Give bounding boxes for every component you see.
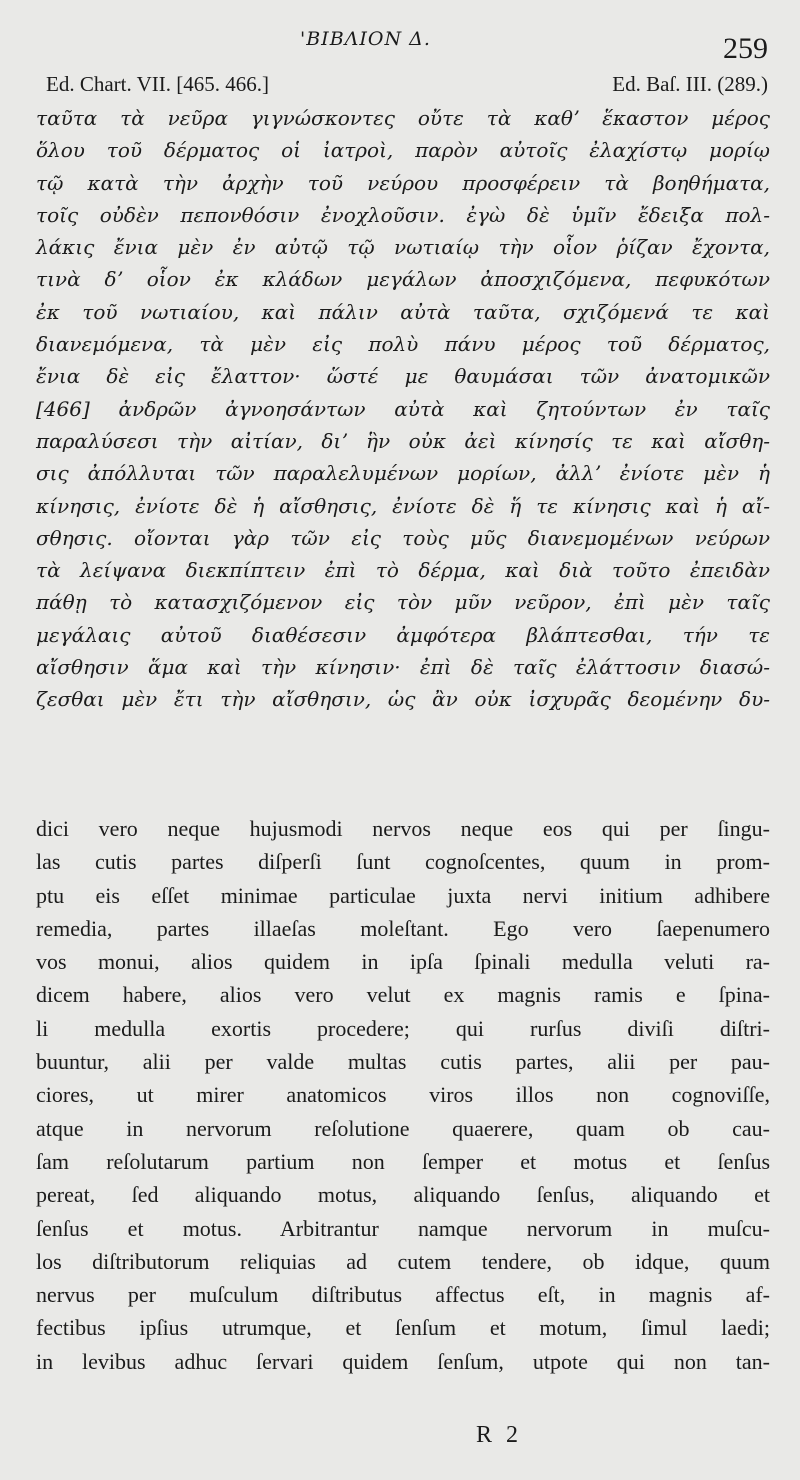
latin-line: ptu eis eſſet minimae particulae juxta nervi initium adhibere bbox=[36, 882, 770, 908]
greek-line: σις ἀπόλλυται τῶν παραλελυμένων μορίων, ἀλλʼ ἐνίοτε μὲν ἡ bbox=[36, 461, 770, 486]
greek-line: μεγάλαις αὐτοῦ διαθέσεσιν ἀμφότερα βλάπτεσθαι, τήν τε bbox=[36, 622, 770, 647]
latin-line: ſam reſolutarum partium non ſemper et motus et ſenſus bbox=[36, 1148, 770, 1174]
printer-signature-mark: R 2 bbox=[476, 1422, 523, 1448]
greek-line: λάκις ἔνια μὲν ἐν αὐτῷ τῷ νωτιαίῳ τὴν οἷον ῥίζαν ἔχοντα, bbox=[36, 235, 770, 260]
edition-reference-line bbox=[46, 72, 768, 102]
greek-line: [466] ἀνδρῶν ἀγνοησάντων αὐτὰ καὶ ζητούντων ἐν ταῖς bbox=[36, 396, 770, 421]
greek-line: διανεμόμενα, τὰ μὲν εἰς πολὺ πάνυ μέρος τοῦ δέρματος, bbox=[36, 332, 770, 357]
greek-line: σθησις. οἴονται γὰρ τῶν εἰς τοὺς μῦς διανεμομένων νεύρων bbox=[36, 525, 770, 550]
greek-line: ἔνια δὲ εἰς ἔλαττον· ὥστέ με θαυμάσαι τῶν ἀνατομικῶν bbox=[36, 364, 770, 389]
greek-line: παραλύσεσι τὴν αἰτίαν, διʼ ἣν οὐκ ἀεὶ κίνησίς τε καὶ αἴσθη- bbox=[36, 428, 770, 453]
greek-line: τὰ λείψανα διεκπίπτειν ἐπὶ τὸ δέρμα, καὶ διὰ τοῦτο ἐπειδὰν bbox=[36, 558, 770, 583]
latin-line: las cutis partes diſperſi ſunt cognoſcentes, quum in prom- bbox=[36, 849, 770, 875]
edition-chart-reference: Ed. Chart. VII. [465. 466.] bbox=[46, 72, 269, 96]
latin-line: li medulla exortis procedere; qui rurſus diviſi diſtri- bbox=[36, 1015, 770, 1041]
latin-text-block bbox=[36, 812, 770, 1378]
latin-line: los diſtributorum reliquias ad cutem tendere, ob idque, quum bbox=[36, 1248, 770, 1274]
latin-line: nervus per muſculum diſtributus affectus eſt, in magnis af- bbox=[36, 1282, 770, 1308]
latin-line: dici vero neque hujusmodi nervos neque eos qui per ſingu- bbox=[36, 816, 770, 841]
latin-line: pereat, ſed aliquando motus, aliquando ſenſus, aliquando et bbox=[36, 1182, 770, 1208]
greek-text-block bbox=[36, 102, 770, 716]
latin-line: in levibus adhuc ſervari quidem ſenſum, utpote qui non tan- bbox=[36, 1348, 770, 1374]
running-head bbox=[0, 18, 800, 78]
edition-basel-reference: Ed. Baſ. III. (289.) bbox=[612, 72, 768, 96]
greek-line: ζεσθαι μὲν ἔτι τὴν αἴσθησιν, ὡς ἂν οὐκ ἰσχυρᾶς δεομένην δυ- bbox=[36, 687, 770, 712]
greek-line: πάθῃ τὸ κατασχιζόμενον εἰς τὸν μῦν νεῦρον, ἐπὶ μὲν ταῖς bbox=[36, 590, 770, 615]
greek-line: τῷ κατὰ τὴν ἀρχὴν τοῦ νεύρου προσφέρειν τὰ βοηθήματα, bbox=[36, 170, 770, 195]
greek-line: ταῦτα τὰ νεῦρα γιγνώσκοντες οὔτε τὰ καθʼ ἕκαστον μέρος bbox=[36, 106, 770, 130]
greek-line: τινὰ δʼ οἷον ἐκ κλάδων μεγάλων ἀποσχιζόμενα, πεφυκότων bbox=[36, 267, 770, 292]
latin-line: atque in nervorum reſolutione quaerere, quam ob cau- bbox=[36, 1115, 770, 1141]
latin-line: ciores, ut mirer anatomicos viros illos non cognoviſſe, bbox=[36, 1082, 770, 1108]
greek-line: αἴσθησιν ἅμα καὶ τὴν κίνησιν· ἐπὶ δὲ ταῖς ἐλάττοσιν διασώ- bbox=[36, 655, 770, 680]
running-title: 'ΒΙΒΛΙΟΝ Δ. bbox=[300, 28, 431, 50]
greek-line: ὅλου τοῦ δέρματος οἱ ἰατροὶ, παρὸν αὐτοῖς ἐλαχίστῳ μορίῳ bbox=[36, 138, 770, 163]
greek-line: ἐκ τοῦ νωτιαίου, καὶ πάλιν αὐτὰ ταῦτα, σχιζόμενά τε καὶ bbox=[36, 299, 770, 324]
latin-line: buuntur, alii per valde multas cutis partes, alii per pau- bbox=[36, 1049, 770, 1075]
greek-line: κίνησις, ἐνίοτε δὲ ἡ αἴσθησις, ἐνίοτε δὲ ἥ τε κίνησις καὶ ἡ αἴ- bbox=[36, 493, 770, 518]
greek-line: τοῖς οὐδὲν πεπονθόσιν ἐνοχλοῦσιν. ἐγὼ δὲ ὑμῖν ἔδειξα πολ- bbox=[36, 202, 770, 227]
latin-line: ſenſus et motus. Arbitrantur namque nervorum in muſcu- bbox=[36, 1215, 770, 1241]
latin-line: fectibus ipſius utrumque, et ſenſum et motum, ſimul laedi; bbox=[36, 1315, 770, 1341]
latin-line: remedia, partes illaeſas moleſtant. Ego vero ſaepenumero bbox=[36, 915, 770, 941]
page-number: 259 bbox=[723, 32, 768, 65]
latin-line: vos monui, alios quidem in ipſa ſpinali medulla veluti ra- bbox=[36, 949, 770, 975]
latin-line: dicem habere, alios vero velut ex magnis ramis e ſpina- bbox=[36, 982, 770, 1008]
